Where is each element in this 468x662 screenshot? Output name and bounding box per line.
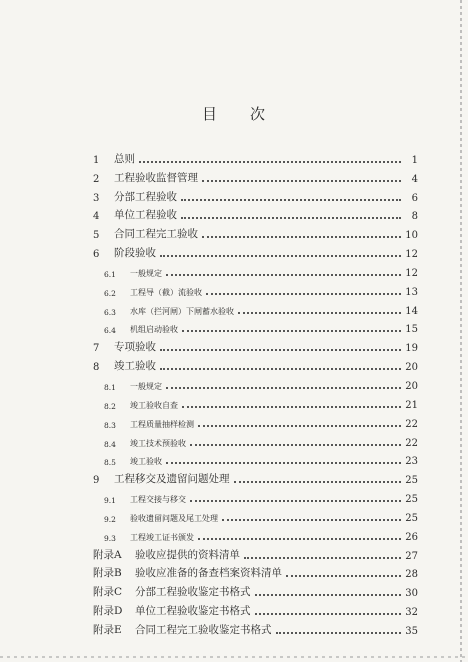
toc-leader-dots — [190, 443, 401, 446]
toc-leader-dots — [255, 593, 402, 596]
toc-entry-number: 8.2 — [104, 401, 116, 411]
toc-entry-title: 工程导（截）流验收 — [130, 287, 202, 297]
toc-leader-dots — [198, 424, 401, 427]
toc-entry — [93, 185, 418, 204]
toc-leader-dots — [244, 556, 401, 559]
toc-leader-dots — [286, 574, 401, 577]
toc-entry-page: 13 — [405, 286, 418, 298]
toc-leader-dots — [190, 499, 401, 502]
toc-entry-number: 2 — [93, 173, 100, 185]
toc-entry-page: 15 — [405, 324, 418, 336]
toc-entry-page: 8 — [411, 211, 418, 223]
toc-leader-dots — [182, 329, 401, 332]
toc-leader-dots — [181, 216, 401, 219]
toc-leader-dots — [166, 273, 401, 276]
toc-entry-page: 25 — [405, 512, 418, 524]
toc-entry-number: 5 — [93, 230, 100, 242]
toc-entry-title: 验收遗留问题及尾工处理 — [130, 513, 218, 523]
toc-entry-title: 一般规定 — [130, 268, 162, 278]
toc-entry-page: 20 — [405, 362, 418, 374]
toc-entry-page: 27 — [405, 550, 418, 562]
toc-entry-title: 阶段验收 — [114, 247, 156, 260]
toc-entry — [93, 354, 418, 373]
toc-entry — [93, 298, 418, 317]
toc-entry-number: 6.4 — [104, 326, 116, 336]
toc-entry-page: 22 — [405, 418, 418, 430]
toc-entry — [93, 618, 418, 637]
toc-leader-dots — [202, 235, 401, 238]
toc-entry-title: 合同工程完工验收 — [114, 228, 198, 241]
toc-entry-number: 8 — [93, 362, 100, 374]
toc-entry-number: 6.3 — [104, 307, 116, 317]
toc-leader-dots — [276, 631, 402, 634]
toc-entry-title: 分部工程验收鉴定书格式 — [135, 586, 251, 599]
toc-entry-title: 专项验收 — [114, 341, 156, 354]
toc-entry-title: 工程竣工证书颁发 — [130, 532, 194, 542]
toc-entry-number: 8.5 — [104, 458, 116, 468]
toc-entry-title: 一般规定 — [130, 381, 162, 391]
toc-entry-page: 14 — [405, 305, 418, 317]
toc-entry — [93, 599, 418, 618]
toc-entry — [93, 204, 418, 223]
toc-entry — [93, 166, 418, 185]
toc-entry — [93, 562, 418, 581]
toc-entry-page: 1 — [411, 154, 418, 166]
toc-leader-dots — [206, 292, 401, 295]
toc-entry — [93, 524, 418, 543]
toc-entry-title: 合同工程完工验收鉴定书格式 — [135, 623, 272, 636]
toc-entry-number: 8.3 — [104, 420, 116, 430]
toc-entry — [93, 486, 418, 505]
toc-leader-dots — [238, 311, 401, 314]
table-of-contents — [93, 147, 418, 637]
toc-entry — [93, 335, 418, 354]
toc-entry — [93, 505, 418, 524]
toc-leader-dots — [139, 160, 401, 163]
toc-entry-title: 总则 — [114, 152, 135, 165]
toc-entry-page: 35 — [405, 625, 418, 637]
scan-edge-bottom — [0, 656, 468, 658]
toc-entry-page: 12 — [405, 249, 418, 261]
toc-entry — [93, 411, 418, 430]
toc-leader-dots — [255, 612, 402, 615]
toc-entry-page: 26 — [405, 531, 418, 543]
toc-entry-number: 8.1 — [104, 382, 116, 392]
toc-entry — [93, 260, 418, 279]
toc-entry — [93, 467, 418, 486]
toc-entry-number: 4 — [93, 211, 100, 223]
toc-entry-title: 单位工程验收 — [114, 209, 177, 222]
toc-entry-number: 7 — [93, 343, 100, 355]
toc-entry-title: 机组启动验收 — [130, 325, 178, 335]
toc-entry — [93, 147, 418, 166]
toc-entry-number: 附录E — [93, 623, 122, 636]
toc-entry-number: 9.1 — [104, 496, 116, 506]
toc-entry-page: 20 — [405, 380, 418, 392]
toc-entry — [93, 373, 418, 392]
toc-entry-title: 分部工程验收 — [114, 190, 177, 203]
toc-leader-dots — [202, 179, 401, 182]
toc-entry-page: 4 — [411, 173, 418, 185]
toc-entry-number: 3 — [93, 192, 100, 204]
toc-entry — [93, 222, 418, 241]
toc-entry-title: 工程质量抽样检测 — [130, 419, 194, 429]
toc-entry-page: 10 — [405, 230, 418, 242]
toc-entry-page: 32 — [405, 607, 418, 619]
toc-entry-page: 25 — [405, 494, 418, 506]
toc-leader-dots — [160, 367, 401, 370]
toc-leader-dots — [182, 405, 401, 408]
scan-edge-right — [460, 0, 462, 662]
toc-entry-page: 23 — [405, 456, 418, 468]
toc-entry-number: 附录C — [93, 586, 123, 599]
toc-entry-page: 21 — [405, 399, 418, 411]
toc-entry-title: 单位工程验收鉴定书格式 — [135, 605, 251, 618]
toc-entry-page: 22 — [405, 437, 418, 449]
toc-entry-title: 竣工验收自查 — [130, 400, 178, 410]
toc-entry-title: 验收应准备的备查档案资料清单 — [135, 567, 282, 580]
toc-entry-page: 19 — [405, 343, 418, 355]
toc-entry-number: 9.3 — [104, 533, 116, 543]
toc-entry-title: 竣工验收 — [114, 360, 156, 373]
toc-leader-dots — [198, 537, 401, 540]
toc-entry — [93, 580, 418, 599]
toc-entry — [93, 241, 418, 260]
toc-entry-number: 9 — [93, 475, 100, 487]
toc-entry-title: 竣工技术预验收 — [130, 438, 186, 448]
toc-entry — [93, 449, 418, 468]
toc-leader-dots — [166, 386, 401, 389]
toc-entry-title: 竣工验收 — [130, 457, 162, 467]
toc-entry-title: 工程移交及遗留问题处理 — [114, 473, 230, 486]
toc-entry — [93, 430, 418, 449]
toc-entry-number: 8.4 — [104, 439, 116, 449]
toc-entry-number: 附录D — [93, 605, 123, 618]
toc-entry-page: 25 — [405, 475, 418, 487]
toc-entry-page: 6 — [411, 192, 418, 204]
toc-entry-number: 6.1 — [104, 269, 116, 279]
toc-entry-title: 水库（拦河闸）下闸蓄水验收 — [130, 306, 234, 316]
toc-leader-dots — [166, 461, 401, 464]
toc-entry-page: 28 — [405, 569, 418, 581]
toc-entry-number: 6.2 — [104, 288, 116, 298]
page-title: 目 次 — [201, 105, 266, 123]
toc-entry — [93, 317, 418, 336]
toc-entry-title: 验收应提供的资料清单 — [135, 548, 240, 561]
toc-leader-dots — [234, 480, 402, 483]
toc-entry-number: 附录A — [93, 548, 122, 561]
toc-entry-page: 12 — [405, 267, 418, 279]
toc-leader-dots — [160, 348, 401, 351]
toc-entry-number: 9.2 — [104, 514, 116, 524]
toc-leader-dots — [222, 518, 401, 521]
toc-leader-dots — [181, 198, 401, 201]
toc-entry-title: 工程验收监督管理 — [114, 171, 198, 184]
toc-entry — [93, 543, 418, 562]
toc-entry-title: 工程交接与移交 — [130, 495, 186, 505]
toc-entry — [93, 392, 418, 411]
toc-entry-number: 1 — [93, 154, 100, 166]
toc-entry — [93, 279, 418, 298]
toc-entry-number: 附录B — [93, 567, 122, 580]
toc-entry-page: 30 — [405, 588, 418, 600]
toc-entry-number: 6 — [93, 249, 100, 261]
toc-leader-dots — [160, 254, 401, 257]
